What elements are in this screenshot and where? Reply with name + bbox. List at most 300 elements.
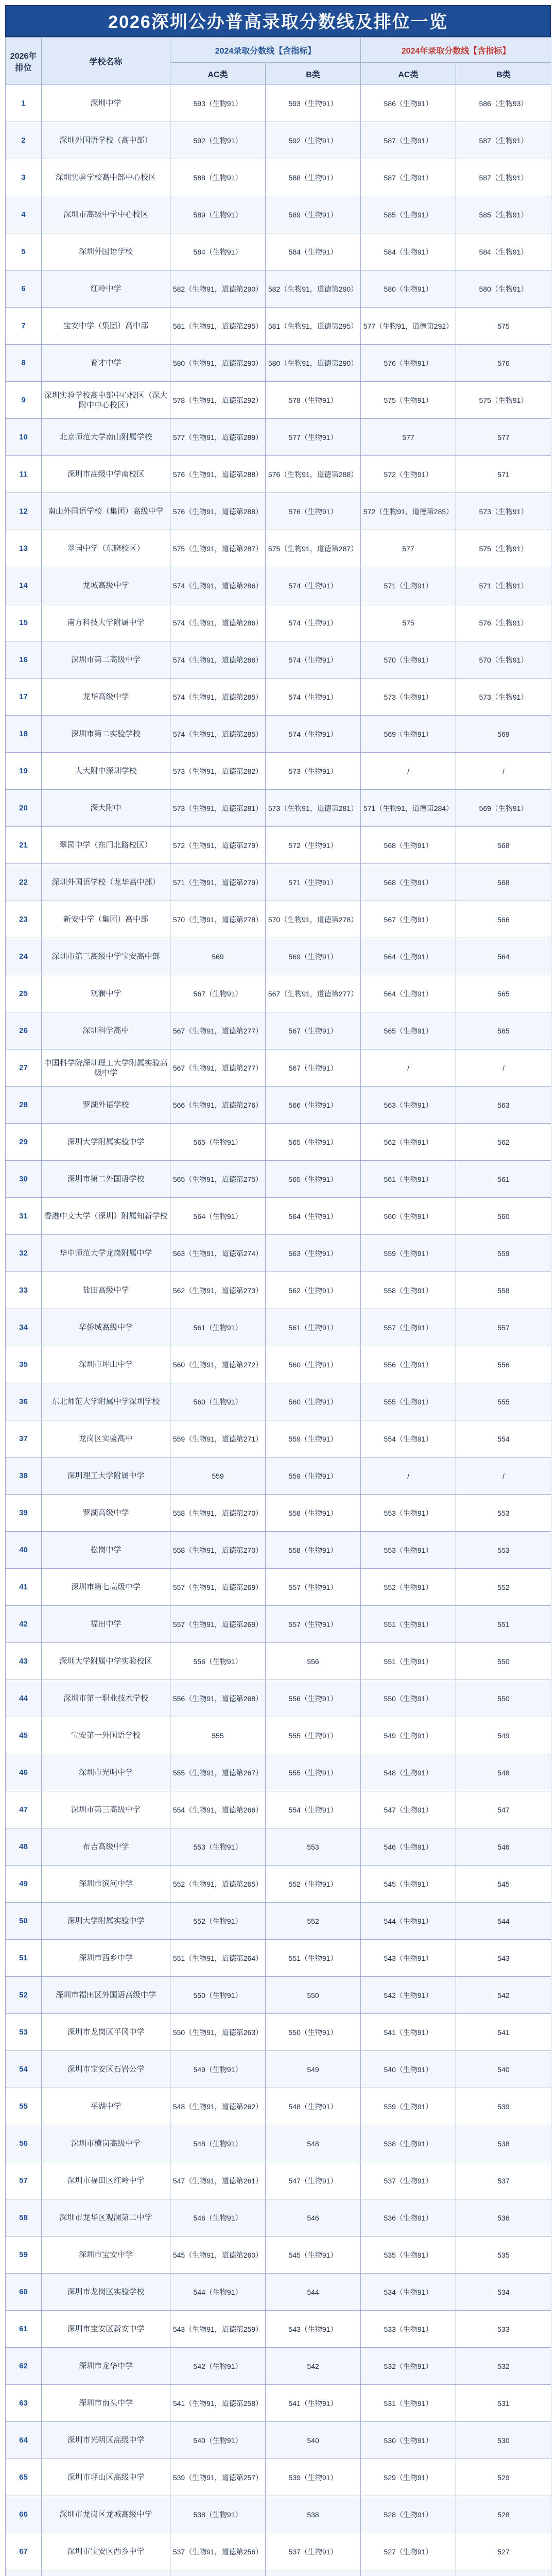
score-cell-2024-ac: 570（生物91，道德第278）	[170, 901, 266, 938]
table-row	[6, 382, 551, 419]
school-cell: 深圳中学	[42, 85, 170, 122]
score-cell-prev-ac: 584（生物91）	[361, 233, 456, 270]
score-cell-2024-ac	[170, 2570, 266, 2576]
rank-cell: 18	[6, 716, 42, 753]
rank-cell: 24	[6, 938, 42, 975]
table-row	[6, 270, 551, 308]
score-cell-prev-ac: 568（生物91）	[361, 827, 456, 864]
score-cell-2024-b: 573（生物91）	[266, 753, 361, 790]
school-cell: 深圳市高级中学中心校区	[42, 196, 170, 233]
rank-cell: 43	[6, 1643, 42, 1680]
score-cell-2024-b: 548（生物91）	[266, 2088, 361, 2125]
score-cell-2024-b: 567（生物91）	[266, 1012, 361, 1049]
score-cell-2024-b: 545（生物91）	[266, 2236, 361, 2274]
table-row	[6, 753, 551, 790]
header-col-a-left: AC类	[170, 63, 266, 85]
score-cell-2024-b: 567（生物91）	[266, 1049, 361, 1087]
score-cell-prev-ac: 536（生物91）	[361, 2199, 456, 2236]
rank-cell: 30	[6, 1161, 42, 1198]
score-cell-2024-b: 560（生物91）	[266, 1346, 361, 1383]
rank-cell: 11	[6, 456, 42, 493]
score-cell-2024-ac: 559	[170, 1458, 266, 1495]
score-cell-2024-ac: 563（生物91，道德第274）	[170, 1235, 266, 1272]
school-cell: 福田中学	[42, 1606, 170, 1643]
school-cell: 布吉高级中学	[42, 1828, 170, 1866]
school-cell	[42, 2570, 170, 2576]
score-cell-2024-ac: 567（生物91）	[170, 975, 266, 1012]
score-cell-2024-ac: 560（生物91）	[170, 1383, 266, 1420]
school-cell: 新安中学（集团）高中部	[42, 901, 170, 938]
rank-cell: 13	[6, 530, 42, 567]
score-cell-prev-b: 530	[456, 2422, 551, 2459]
score-cell-prev-ac: 527（生物91）	[361, 2533, 456, 2570]
rank-cell: 45	[6, 1717, 42, 1754]
score-cell-2024-ac: 571（生物91，道德第279）	[170, 864, 266, 901]
score-cell-2024-ac: 557（生物91，道德第269）	[170, 1569, 266, 1606]
school-cell: 深圳市宝安区石岩公学	[42, 2051, 170, 2088]
score-cell-prev-b	[456, 2570, 551, 2576]
score-cell-prev-b: 539	[456, 2088, 551, 2125]
rank-cell: 9	[6, 382, 42, 419]
rank-cell: 62	[6, 2348, 42, 2385]
rank-cell: 42	[6, 1606, 42, 1643]
score-cell-prev-ac: 556（生物91）	[361, 1346, 456, 1383]
score-cell-prev-b: 587（生物91）	[456, 122, 551, 159]
rank-cell: 65	[6, 2459, 42, 2496]
score-cell-prev-ac: 571（生物91，道德第284）	[361, 790, 456, 827]
score-cell-2024-b: 559（生物91）	[266, 1458, 361, 1495]
school-cell: 深圳外国语学校（龙华高中部）	[42, 864, 170, 901]
rank-cell: 20	[6, 790, 42, 827]
rank-cell: 4	[6, 196, 42, 233]
score-cell-prev-b: 585（生物91）	[456, 196, 551, 233]
score-cell-prev-b: 542	[456, 1977, 551, 2014]
score-cell-2024-b: 552	[266, 1903, 361, 1940]
rank-cell: 60	[6, 2274, 42, 2311]
school-cell: 深圳大学附属实验中学	[42, 1903, 170, 1940]
score-cell-prev-ac: 575	[361, 604, 456, 641]
score-cell-prev-b: 576（生物91）	[456, 604, 551, 641]
score-cell-prev-b: 555	[456, 1383, 551, 1420]
score-cell-2024-ac: 567（生物91，道德第277）	[170, 1049, 266, 1087]
school-cell: 平湖中学	[42, 2088, 170, 2125]
score-cell-prev-b: 569（生物91）	[456, 790, 551, 827]
score-cell-2024-b: 582（生物91，道德第290）	[266, 270, 361, 308]
score-cell-2024-b: 558（生物91）	[266, 1495, 361, 1532]
score-cell-2024-b: 580（生物91，道德第290）	[266, 345, 361, 382]
rank-cell: 31	[6, 1198, 42, 1235]
school-cell: 深圳市第二实验学校	[42, 716, 170, 753]
score-cell-prev-ac: /	[361, 1049, 456, 1087]
score-cell-prev-b: 536	[456, 2199, 551, 2236]
table-row	[6, 493, 551, 530]
school-cell: 深圳市坪山区高级中学	[42, 2459, 170, 2496]
score-cell-prev-b: /	[456, 1458, 551, 1495]
table-row	[6, 567, 551, 604]
score-cell-2024-ac: 548（生物91，道德第262）	[170, 2088, 266, 2125]
score-cell-prev-ac: 529（生物91）	[361, 2459, 456, 2496]
school-cell: 观澜中学	[42, 975, 170, 1012]
school-cell: 中国科学院深圳理工大学附属实验高级中学	[42, 1049, 170, 1087]
rank-cell: 8	[6, 345, 42, 382]
rank-cell: 53	[6, 2014, 42, 2051]
table-row	[6, 122, 551, 159]
score-cell-2024-ac: 565（生物91）	[170, 1124, 266, 1161]
score-cell-prev-b: 548	[456, 1754, 551, 1791]
school-cell: 深圳市光明区高级中学	[42, 2422, 170, 2459]
school-cell: 深圳市西乡中学	[42, 1940, 170, 1977]
score-cell-prev-ac: 528（生物91）	[361, 2496, 456, 2533]
rank-cell: 63	[6, 2385, 42, 2422]
school-cell: 深圳市龙岗区实验学校	[42, 2274, 170, 2311]
school-cell: 深圳市坪山中学	[42, 1346, 170, 1383]
score-cell-prev-b: 557	[456, 1309, 551, 1346]
table-row	[6, 2459, 551, 2496]
score-cell-prev-ac: 564（生物91）	[361, 938, 456, 975]
score-cell-prev-b: 554	[456, 1420, 551, 1458]
score-cell-prev-b: 538	[456, 2125, 551, 2162]
score-cell-prev-ac: 572（生物91，道德第285）	[361, 493, 456, 530]
school-cell: 龙岗区实验高中	[42, 1420, 170, 1458]
score-cell-prev-ac: 569（生物91）	[361, 716, 456, 753]
table-row	[6, 975, 551, 1012]
header-school: 学校名称	[42, 38, 170, 85]
score-cell-2024-ac: 553（生物91）	[170, 1828, 266, 1866]
school-cell: 盐田高级中学	[42, 1272, 170, 1309]
table-row	[6, 1643, 551, 1680]
score-cell-prev-ac: 544（生物91）	[361, 1903, 456, 1940]
score-cell-2024-ac: 572（生物91，道德第279）	[170, 827, 266, 864]
rank-cell: 5	[6, 233, 42, 270]
school-cell: 松岗中学	[42, 1532, 170, 1569]
score-cell-prev-ac: 580（生物91）	[361, 270, 456, 308]
school-cell: 深圳市第二高级中学	[42, 641, 170, 679]
rank-cell: 44	[6, 1680, 42, 1717]
score-cell-prev-ac: 534（生物91）	[361, 2274, 456, 2311]
score-cell-2024-ac: 573（生物91，道德第282）	[170, 753, 266, 790]
score-cell-prev-b: 559	[456, 1235, 551, 1272]
score-cell-prev-ac: 565（生物91）	[361, 1012, 456, 1049]
score-cell-prev-ac: 571（生物91）	[361, 567, 456, 604]
table-row	[6, 2311, 551, 2348]
score-cell-2024-ac: 541（生物91，道德第258）	[170, 2385, 266, 2422]
score-cell-2024-ac: 580（生物91，道德第290）	[170, 345, 266, 382]
score-cell-prev-ac: 577	[361, 419, 456, 456]
school-cell: 深圳市第三高级中学宝安高中部	[42, 938, 170, 975]
score-cell-2024-b: 541（生物91）	[266, 2385, 361, 2422]
score-cell-2024-b: 574（生物91）	[266, 679, 361, 716]
table-row	[6, 1383, 551, 1420]
table-row	[6, 1569, 551, 1606]
rank-cell: 12	[6, 493, 42, 530]
school-cell: 深圳市龙岗区平冈中学	[42, 2014, 170, 2051]
score-cell-prev-b: 575（生物91）	[456, 530, 551, 567]
score-cell-2024-ac: 584（生物91）	[170, 233, 266, 270]
school-cell: 深圳实验学校高中部中心校区（深大附中中心校区）	[42, 382, 170, 419]
score-cell-2024-b: 589（生物91）	[266, 196, 361, 233]
school-cell: 深圳大学附属实验中学	[42, 1124, 170, 1161]
table-row	[6, 2496, 551, 2533]
score-cell-2024-b: 550	[266, 1977, 361, 2014]
table-row	[6, 864, 551, 901]
table-row	[6, 1049, 551, 1087]
score-cell-2024-b: 559（生物91）	[266, 1420, 361, 1458]
rank-cell: 7	[6, 308, 42, 345]
table-row	[6, 1124, 551, 1161]
score-cell-prev-b: 544	[456, 1903, 551, 1940]
score-cell-2024-ac: 551（生物91，道德第264）	[170, 1940, 266, 1977]
score-cell-2024-b: 574（生物91）	[266, 604, 361, 641]
rank-cell: 2	[6, 122, 42, 159]
rank-cell: 33	[6, 1272, 42, 1309]
score-cell-prev-b: 565	[456, 1012, 551, 1049]
rank-cell: 41	[6, 1569, 42, 1606]
score-cell-prev-b: 563	[456, 1087, 551, 1124]
school-cell: 深圳市第三高级中学	[42, 1791, 170, 1828]
rank-cell: 39	[6, 1495, 42, 1532]
score-cell-2024-b: 578（生物91）	[266, 382, 361, 419]
score-cell-prev-b: 528	[456, 2496, 551, 2533]
score-cell-2024-ac: 549（生物91）	[170, 2051, 266, 2088]
score-cell-prev-b: 575（生物91）	[456, 382, 551, 419]
table-row	[6, 1866, 551, 1903]
rank-cell: 47	[6, 1791, 42, 1828]
table-row	[6, 1458, 551, 1495]
score-cell-2024-b: 565（生物91）	[266, 1124, 361, 1161]
rank-cell: 34	[6, 1309, 42, 1346]
score-cell-prev-b: 541	[456, 2014, 551, 2051]
table-row	[6, 2422, 551, 2459]
score-cell-2024-b: 574（生物91）	[266, 716, 361, 753]
score-cell-prev-b: 565	[456, 975, 551, 1012]
score-cell-prev-b: 547	[456, 1791, 551, 1828]
school-cell: 深圳市龙岗区龙城高级中学	[42, 2496, 170, 2533]
rank-cell: 67	[6, 2533, 42, 2570]
rank-cell: 38	[6, 1458, 42, 1495]
score-cell-prev-b: 535	[456, 2236, 551, 2274]
score-cell-prev-ac: 568（生物91）	[361, 864, 456, 901]
score-cell-2024-ac: 558（生物91，道德第270）	[170, 1495, 266, 1532]
score-cell-2024-b: 593（生物91）	[266, 85, 361, 122]
score-cell-2024-ac: 537（生物91，道德第256）	[170, 2533, 266, 2570]
score-cell-prev-ac: 559（生物91）	[361, 1235, 456, 1272]
table-row	[6, 2051, 551, 2088]
rank-cell: 54	[6, 2051, 42, 2088]
score-cell-2024-b	[266, 2570, 361, 2576]
score-cell-2024-b: 584（生物91）	[266, 233, 361, 270]
score-cell-prev-ac: 551（生物91）	[361, 1643, 456, 1680]
score-cell-prev-b: 551	[456, 1606, 551, 1643]
score-cell-prev-b: 546	[456, 1828, 551, 1866]
rank-cell: 6	[6, 270, 42, 308]
school-cell: 深圳市横岗高级中学	[42, 2125, 170, 2162]
score-cell-prev-ac: 551（生物91）	[361, 1606, 456, 1643]
score-cell-prev-b: 573（生物91）	[456, 493, 551, 530]
table-row	[6, 1680, 551, 1717]
rank-cell: 10	[6, 419, 42, 456]
score-cell-prev-b: 561	[456, 1161, 551, 1198]
table-row	[6, 2125, 551, 2162]
score-cell-prev-b: 562	[456, 1124, 551, 1161]
score-cell-2024-ac: 567（生物91，道德第277）	[170, 1012, 266, 1049]
school-cell: 龙城高级中学	[42, 567, 170, 604]
score-cell-prev-b: 529	[456, 2459, 551, 2496]
rank-cell: 21	[6, 827, 42, 864]
score-cell-prev-ac: 546（生物91）	[361, 1828, 456, 1866]
score-cell-prev-b: 570（生物91）	[456, 641, 551, 679]
table-row	[6, 2162, 551, 2199]
score-cell-2024-b: 562（生物91）	[266, 1272, 361, 1309]
score-cell-prev-b: 587（生物91）	[456, 159, 551, 196]
score-cell-2024-b: 570（生物91，道德第278）	[266, 901, 361, 938]
score-cell-prev-b: 543	[456, 1940, 551, 1977]
score-cell-2024-ac: 545（生物91，道德第260）	[170, 2236, 266, 2274]
school-cell: 深圳市第一职业技术学校	[42, 1680, 170, 1717]
table-row	[6, 1235, 551, 1272]
score-cell-2024-ac: 569	[170, 938, 266, 975]
score-cell-2024-ac: 547（生物91，道德第261）	[170, 2162, 266, 2199]
score-cell-prev-ac: 543（生物91）	[361, 1940, 456, 1977]
school-cell: 深圳市福田区外国语高级中学	[42, 1977, 170, 2014]
table-row	[6, 233, 551, 270]
score-cell-prev-ac: 576（生物91）	[361, 345, 456, 382]
score-cell-2024-b: 576（生物91，道德第288）	[266, 456, 361, 493]
score-cell-prev-b: 573（生物91）	[456, 679, 551, 716]
score-cell-prev-ac: 540（生物91）	[361, 2051, 456, 2088]
score-cell-prev-b: 556	[456, 1346, 551, 1383]
score-cell-2024-b: 592（生物91）	[266, 122, 361, 159]
score-cell-prev-ac: 532（生物91）	[361, 2348, 456, 2385]
score-cell-prev-ac: 533（生物91）	[361, 2311, 456, 2348]
table-row	[6, 1606, 551, 1643]
score-cell-2024-b: 567（生物91，道德第277）	[266, 975, 361, 1012]
score-cell-2024-ac: 550（生物91）	[170, 1977, 266, 2014]
score-cell-prev-ac: 553（生物91）	[361, 1495, 456, 1532]
rank-cell: 56	[6, 2125, 42, 2162]
score-cell-2024-b: 556（生物91）	[266, 1680, 361, 1717]
table-row	[6, 2385, 551, 2422]
score-cell-2024-ac: 564（生物91）	[170, 1198, 266, 1235]
rank-cell: 27	[6, 1049, 42, 1087]
table-row	[6, 604, 551, 641]
rank-cell: 55	[6, 2088, 42, 2125]
rank-cell: 49	[6, 1866, 42, 1903]
score-cell-prev-ac: /	[361, 753, 456, 790]
score-cell-2024-ac: 581（生物91，道德第295）	[170, 308, 266, 345]
score-cell-2024-ac: 576（生物91，道德第288）	[170, 493, 266, 530]
school-cell: 南方科技大学附属中学	[42, 604, 170, 641]
score-cell-2024-b: 569（生物91）	[266, 938, 361, 975]
table-row	[6, 901, 551, 938]
table-row	[6, 1272, 551, 1309]
score-cell-prev-b: 571（生物91）	[456, 567, 551, 604]
table-row	[6, 85, 551, 122]
score-cell-2024-b: 588（生物91）	[266, 159, 361, 196]
score-cell-2024-ac: 592（生物91）	[170, 122, 266, 159]
score-cell-2024-b: 577（生物91）	[266, 419, 361, 456]
score-cell-2024-ac: 555	[170, 1717, 266, 1754]
score-cell-prev-ac: 542（生物91）	[361, 1977, 456, 2014]
table-row	[6, 1161, 551, 1198]
score-cell-2024-ac: 543（生物91，道德第259）	[170, 2311, 266, 2348]
score-cell-prev-b: 527	[456, 2533, 551, 2570]
table-row	[6, 790, 551, 827]
school-cell: 红岭中学	[42, 270, 170, 308]
score-cell-2024-ac: 556（生物91，道德第268）	[170, 1680, 266, 1717]
rank-cell: 50	[6, 1903, 42, 1940]
score-cell-prev-ac: 552（生物91）	[361, 1569, 456, 1606]
table-row	[6, 419, 551, 456]
score-cell-prev-b: 577	[456, 419, 551, 456]
score-cell-prev-ac: 561（生物91）	[361, 1161, 456, 1198]
rank-cell: 16	[6, 641, 42, 679]
school-cell: 深圳市第七高级中学	[42, 1569, 170, 1606]
rank-cell: 23	[6, 901, 42, 938]
table-row	[6, 2533, 551, 2570]
score-cell-2024-ac: 574（生物91，道德第286）	[170, 567, 266, 604]
score-cell-prev-ac: 585（生物91）	[361, 196, 456, 233]
score-cell-prev-ac: 564（生物91）	[361, 975, 456, 1012]
score-cell-2024-ac: 550（生物91，道德第263）	[170, 2014, 266, 2051]
score-cell-prev-b: 575	[456, 308, 551, 345]
score-cell-2024-b: 538	[266, 2496, 361, 2533]
school-cell: 深圳市龙华中学	[42, 2348, 170, 2385]
score-cell-prev-ac: 572（生物91）	[361, 456, 456, 493]
school-cell: 华侨城高级中学	[42, 1309, 170, 1346]
school-cell: 东北师范大学附属中学深圳学校	[42, 1383, 170, 1420]
school-cell: 龙华高级中学	[42, 679, 170, 716]
school-cell: 深圳外国语学校（高中部）	[42, 122, 170, 159]
rank-cell: 66	[6, 2496, 42, 2533]
score-cell-prev-ac	[361, 2570, 456, 2576]
rank-cell: 64	[6, 2422, 42, 2459]
score-cell-2024-ac: 557（生物91，道德第269）	[170, 1606, 266, 1643]
school-cell: 深圳科学高中	[42, 1012, 170, 1049]
score-cell-prev-ac: 541（生物91）	[361, 2014, 456, 2051]
score-cell-2024-ac: 574（生物91，道德第286）	[170, 604, 266, 641]
score-cell-prev-b: 568	[456, 827, 551, 864]
score-cell-2024-ac: 552（生物91，道德第265）	[170, 1866, 266, 1903]
score-cell-prev-ac: 547（生物91）	[361, 1791, 456, 1828]
score-cell-2024-b: 557（生物91）	[266, 1569, 361, 1606]
score-cell-2024-ac: 542（生物91）	[170, 2348, 266, 2385]
score-cell-2024-ac: 575（生物91，道德第287）	[170, 530, 266, 567]
score-cell-prev-ac: 537（生物91）	[361, 2162, 456, 2199]
score-cell-prev-ac: 553（生物91）	[361, 1532, 456, 1569]
school-cell: 深圳大学附属中学实验校区	[42, 1643, 170, 1680]
score-cell-2024-b: 542	[266, 2348, 361, 2385]
score-cell-2024-b: 572（生物91）	[266, 827, 361, 864]
table-row	[6, 1495, 551, 1532]
rank-cell: 36	[6, 1383, 42, 1420]
table-row	[6, 1828, 551, 1866]
score-cell-prev-b: 537	[456, 2162, 551, 2199]
header-row-group	[6, 38, 551, 63]
table-row	[6, 1012, 551, 1049]
school-cell: 翠园中学（东晓校区）	[42, 530, 170, 567]
score-cell-2024-ac: 559（生物91，道德第271）	[170, 1420, 266, 1458]
table-row	[6, 1717, 551, 1754]
score-cell-prev-b: 586（生物93）	[456, 85, 551, 122]
score-cell-prev-b: 560	[456, 1198, 551, 1235]
rank-cell: 61	[6, 2311, 42, 2348]
score-cell-prev-ac: 548（生物91）	[361, 1754, 456, 1791]
page	[5, 5, 551, 2576]
school-cell: 深大附中	[42, 790, 170, 827]
score-cell-prev-b: 584（生物91）	[456, 233, 551, 270]
score-cell-2024-ac: 578（生物91，道德第292）	[170, 382, 266, 419]
score-cell-prev-b: 552	[456, 1569, 551, 1606]
